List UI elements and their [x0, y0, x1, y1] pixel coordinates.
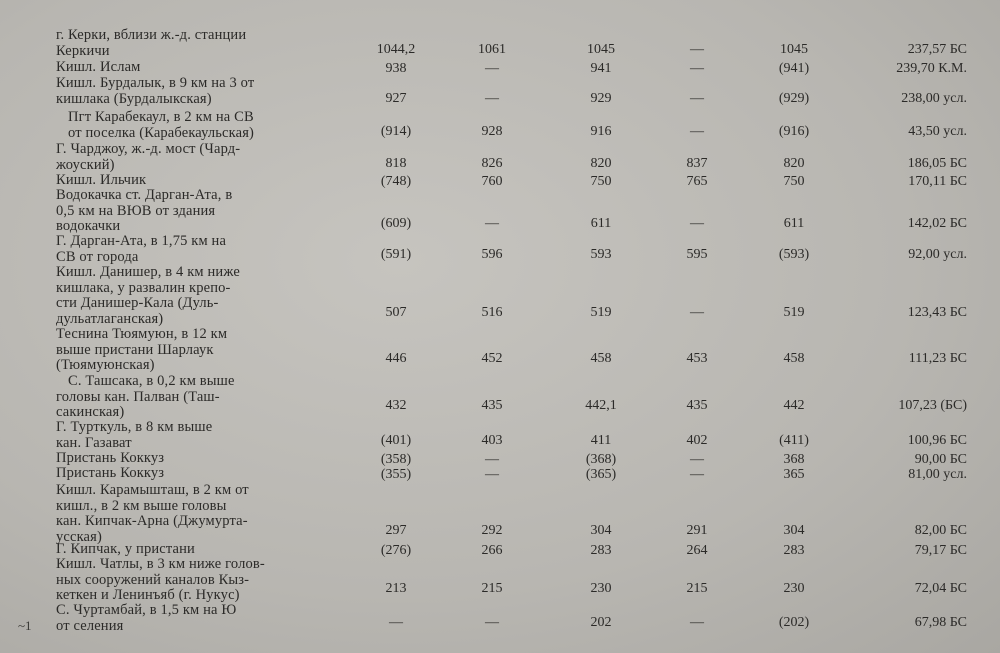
elevation-cell: 79,17 БС — [914, 543, 967, 558]
elevation-cell: 123,43 БС — [907, 305, 967, 320]
value-cell-5: 519 — [783, 305, 805, 320]
station-name — [56, 142, 324, 173]
elevation-cell: 142,02 БС — [907, 216, 967, 231]
value-cell-2: 516 — [481, 305, 503, 320]
station-name-line: г. Керки, вблизи ж.-д. станции — [56, 27, 247, 43]
value-cell-5: 458 — [783, 351, 805, 366]
page-mark: ~1 — [18, 618, 32, 633]
station-name-line: ных сооружений каналов Кыз- — [56, 571, 250, 588]
value-cell-2: — — [485, 467, 499, 482]
station-name — [56, 327, 324, 374]
value-cell-2: 266 — [481, 543, 503, 558]
station-name-line: кишлака, у развалин крепо- — [56, 279, 231, 296]
value-cell-1: 446 — [385, 351, 407, 366]
value-cell-3: 941 — [590, 61, 612, 76]
value-cell-3: 593 — [590, 247, 612, 262]
station-name — [56, 110, 324, 141]
station-name-line: Г. Кипчак, у пристани — [56, 541, 195, 557]
value-cell-3: (368) — [585, 452, 617, 467]
value-cell-2: — — [485, 91, 499, 106]
value-cell-5: 365 — [783, 467, 805, 482]
station-name-line: 0,5 км на ВЮВ от здания — [56, 202, 216, 219]
station-name-line: Кишл. Ислам — [56, 59, 141, 75]
value-cell-1: (609) — [380, 216, 412, 231]
station-name-line: С. Чуртамбай, в 1,5 км на Ю — [56, 602, 237, 618]
elevation-cell: 43,50 усл. — [908, 124, 967, 139]
elevation-cell: 81,00 усл. — [908, 467, 967, 482]
value-cell-4: — — [690, 42, 704, 57]
station-name-line: Кишл. Чатлы, в 3 км ниже голов- — [56, 556, 265, 572]
value-cell-1: (401) — [380, 433, 412, 448]
station-name-line: Г. Дарган-Ата, в 1,75 км на — [56, 233, 227, 249]
station-name — [56, 374, 324, 421]
value-cell-1: 213 — [385, 581, 407, 596]
station-name — [56, 28, 324, 59]
elevation-cell: 100,96 БС — [907, 433, 967, 448]
value-cell-4: — — [690, 467, 704, 482]
station-name-line: (Тюямуюнская) — [56, 357, 155, 373]
value-cell-5: 442 — [783, 398, 805, 413]
value-cell-3: 230 — [590, 581, 612, 596]
station-name-line: сти Данишер-Кала (Дуль- — [56, 295, 219, 311]
value-cell-4: 435 — [686, 398, 708, 413]
elevation-cell: 90,00 БС — [914, 452, 967, 467]
value-cell-2: — — [485, 615, 499, 630]
value-cell-2: — — [485, 452, 499, 467]
value-cell-2: 215 — [481, 581, 503, 596]
value-cell-4: — — [690, 216, 704, 231]
elevation-cell: 72,04 БС — [914, 581, 967, 596]
value-cell-4: — — [690, 91, 704, 106]
station-name — [56, 265, 324, 327]
value-cell-4: — — [690, 615, 704, 630]
station-name-line: головы кан. Палван (Таш- — [56, 388, 220, 405]
value-cell-5: 611 — [783, 216, 805, 231]
value-cell-3: 202 — [590, 615, 612, 630]
station-name-line: Кишл. Данишер, в 4 км ниже — [56, 264, 240, 280]
station-name-line: Кишл. Ильчик — [56, 172, 147, 188]
elevation-cell: 82,00 БС — [914, 523, 967, 538]
station-name — [56, 557, 324, 604]
station-name — [56, 76, 324, 107]
station-name — [56, 420, 324, 451]
station-name-line: С. Ташсака, в 0,2 км выше — [68, 373, 235, 389]
value-cell-2: 928 — [481, 124, 503, 139]
station-name-line: кишл., в 2 км выше головы — [56, 497, 227, 514]
value-cell-3: 304 — [590, 523, 612, 538]
station-name-line: Пгт Карабекаул, в 2 км на СВ — [68, 109, 254, 125]
elevation-cell: 107,23 (БС) — [898, 398, 967, 413]
value-cell-4: 837 — [686, 156, 708, 171]
value-cell-2: — — [485, 61, 499, 76]
elevation-cell: 186,05 БС — [907, 156, 967, 171]
station-name-line: Кишл. Карамышташ, в 2 км от — [56, 482, 249, 498]
elevation-cell: 239,70 К.М. — [896, 61, 967, 76]
value-cell-5: (202) — [778, 615, 810, 630]
value-cell-1: (591) — [380, 247, 412, 262]
station-name — [56, 188, 324, 235]
station-name-line: сакинская) — [56, 404, 125, 420]
station-name — [56, 60, 324, 76]
value-cell-4: 402 — [686, 433, 708, 448]
elevation-cell: 238,00 усл. — [901, 91, 967, 106]
station-name — [56, 466, 324, 482]
value-cell-2: 403 — [481, 433, 503, 448]
value-cell-5: (593) — [778, 247, 810, 262]
station-name-line: кан. Кипчак-Арна (Джумурта- — [56, 513, 248, 529]
value-cell-2: 596 — [481, 247, 503, 262]
value-cell-2: 435 — [481, 398, 503, 413]
value-cell-4: 291 — [686, 523, 708, 538]
value-cell-3: 283 — [590, 543, 612, 558]
station-name-line: Пристань Коккуз — [56, 465, 165, 481]
station-name-line: кеткен и Ленинъяб (г. Нукус) — [56, 587, 240, 603]
value-cell-5: 283 — [783, 543, 805, 558]
value-cell-1: (748) — [380, 174, 412, 189]
station-name — [56, 483, 324, 545]
station-name-line: водокачки — [56, 218, 121, 234]
value-cell-3: 820 — [590, 156, 612, 171]
station-name-line: Пристань Коккуз — [56, 450, 165, 466]
value-cell-4: 264 — [686, 543, 708, 558]
station-name-line: дульатлаганская) — [56, 310, 164, 327]
station-name-line: Г. Чарджоу, ж.-д. мост (Чард- — [56, 141, 241, 157]
value-cell-1: 938 — [385, 61, 407, 76]
station-name-line: кишлака (Бурдалыкская) — [56, 90, 212, 107]
value-cell-3: 611 — [590, 216, 612, 231]
value-cell-4: — — [690, 452, 704, 467]
value-cell-4: — — [690, 305, 704, 320]
value-cell-1: 432 — [385, 398, 407, 413]
station-name — [56, 603, 324, 634]
value-cell-1: (355) — [380, 467, 412, 482]
value-cell-5: 820 — [783, 156, 805, 171]
value-cell-2: 1061 — [478, 42, 506, 57]
station-name-line: выше пристани Шарлаук — [56, 341, 214, 358]
value-cell-5: 230 — [783, 581, 805, 596]
value-cell-1: (914) — [380, 124, 412, 139]
value-cell-1: (276) — [380, 543, 412, 558]
value-cell-3: 929 — [590, 91, 612, 106]
elevation-cell: 170,11 БС — [908, 174, 967, 189]
station-name-line: СВ от города — [56, 248, 139, 265]
value-cell-1: 507 — [385, 305, 407, 320]
value-cell-4: — — [690, 61, 704, 76]
station-name-line: кан. Газават — [56, 434, 132, 451]
station-name-line: от селения — [56, 617, 124, 634]
station-name-line: Керкичи — [56, 42, 110, 59]
value-cell-3: 442,1 — [585, 398, 617, 413]
value-cell-4: 215 — [686, 581, 708, 596]
value-cell-1: 1044,2 — [376, 42, 416, 57]
value-cell-5: 368 — [783, 452, 805, 467]
value-cell-3: 458 — [590, 351, 612, 366]
value-cell-1: — — [389, 615, 403, 630]
value-cell-2: 760 — [481, 174, 503, 189]
value-cell-1: (358) — [380, 452, 412, 467]
elevation-cell: 111,23 БС — [908, 351, 967, 366]
value-cell-3: 916 — [590, 124, 612, 139]
station-name-line: Водокачка ст. Дарган-Ата, в — [56, 187, 233, 203]
value-cell-3: 750 — [590, 174, 612, 189]
elevation-cell: 92,00 усл. — [908, 247, 967, 262]
value-cell-5: 304 — [783, 523, 805, 538]
station-name-line: от поселка (Карабекаульская) — [68, 124, 254, 141]
value-cell-2: — — [485, 216, 499, 231]
station-name-line: Кишл. Бурдалык, в 9 км на 3 от — [56, 75, 255, 91]
elevation-cell: 67,98 БС — [914, 615, 967, 630]
value-cell-5: 1045 — [780, 42, 808, 57]
value-cell-5: (411) — [779, 433, 809, 448]
value-cell-4: 765 — [686, 174, 708, 189]
value-cell-5: (916) — [778, 124, 810, 139]
station-name-line: усская) — [56, 528, 102, 545]
station-name-line: жоуский) — [56, 156, 115, 173]
value-cell-1: 297 — [385, 523, 407, 538]
value-cell-1: 927 — [385, 91, 407, 106]
value-cell-3: 1045 — [587, 42, 615, 57]
value-cell-4: 595 — [686, 247, 708, 262]
value-cell-3: 519 — [590, 305, 612, 320]
station-name-line: Теснина Тюямуюн, в 12 км — [56, 326, 228, 342]
value-cell-2: 452 — [481, 351, 503, 366]
value-cell-2: 826 — [481, 156, 503, 171]
value-cell-3: (365) — [585, 467, 617, 482]
value-cell-2: 292 — [481, 523, 503, 538]
value-cell-1: 818 — [385, 156, 407, 171]
value-cell-5: (941) — [778, 61, 810, 76]
value-cell-4: 453 — [686, 351, 708, 366]
value-cell-5: 750 — [783, 174, 805, 189]
value-cell-3: 411 — [590, 433, 612, 448]
value-cell-5: (929) — [778, 91, 810, 106]
station-name-line: Г. Турткуль, в 8 км выше — [56, 419, 213, 435]
value-cell-4: — — [690, 124, 704, 139]
elevation-cell: 237,57 БС — [907, 42, 967, 57]
station-name — [56, 234, 324, 265]
